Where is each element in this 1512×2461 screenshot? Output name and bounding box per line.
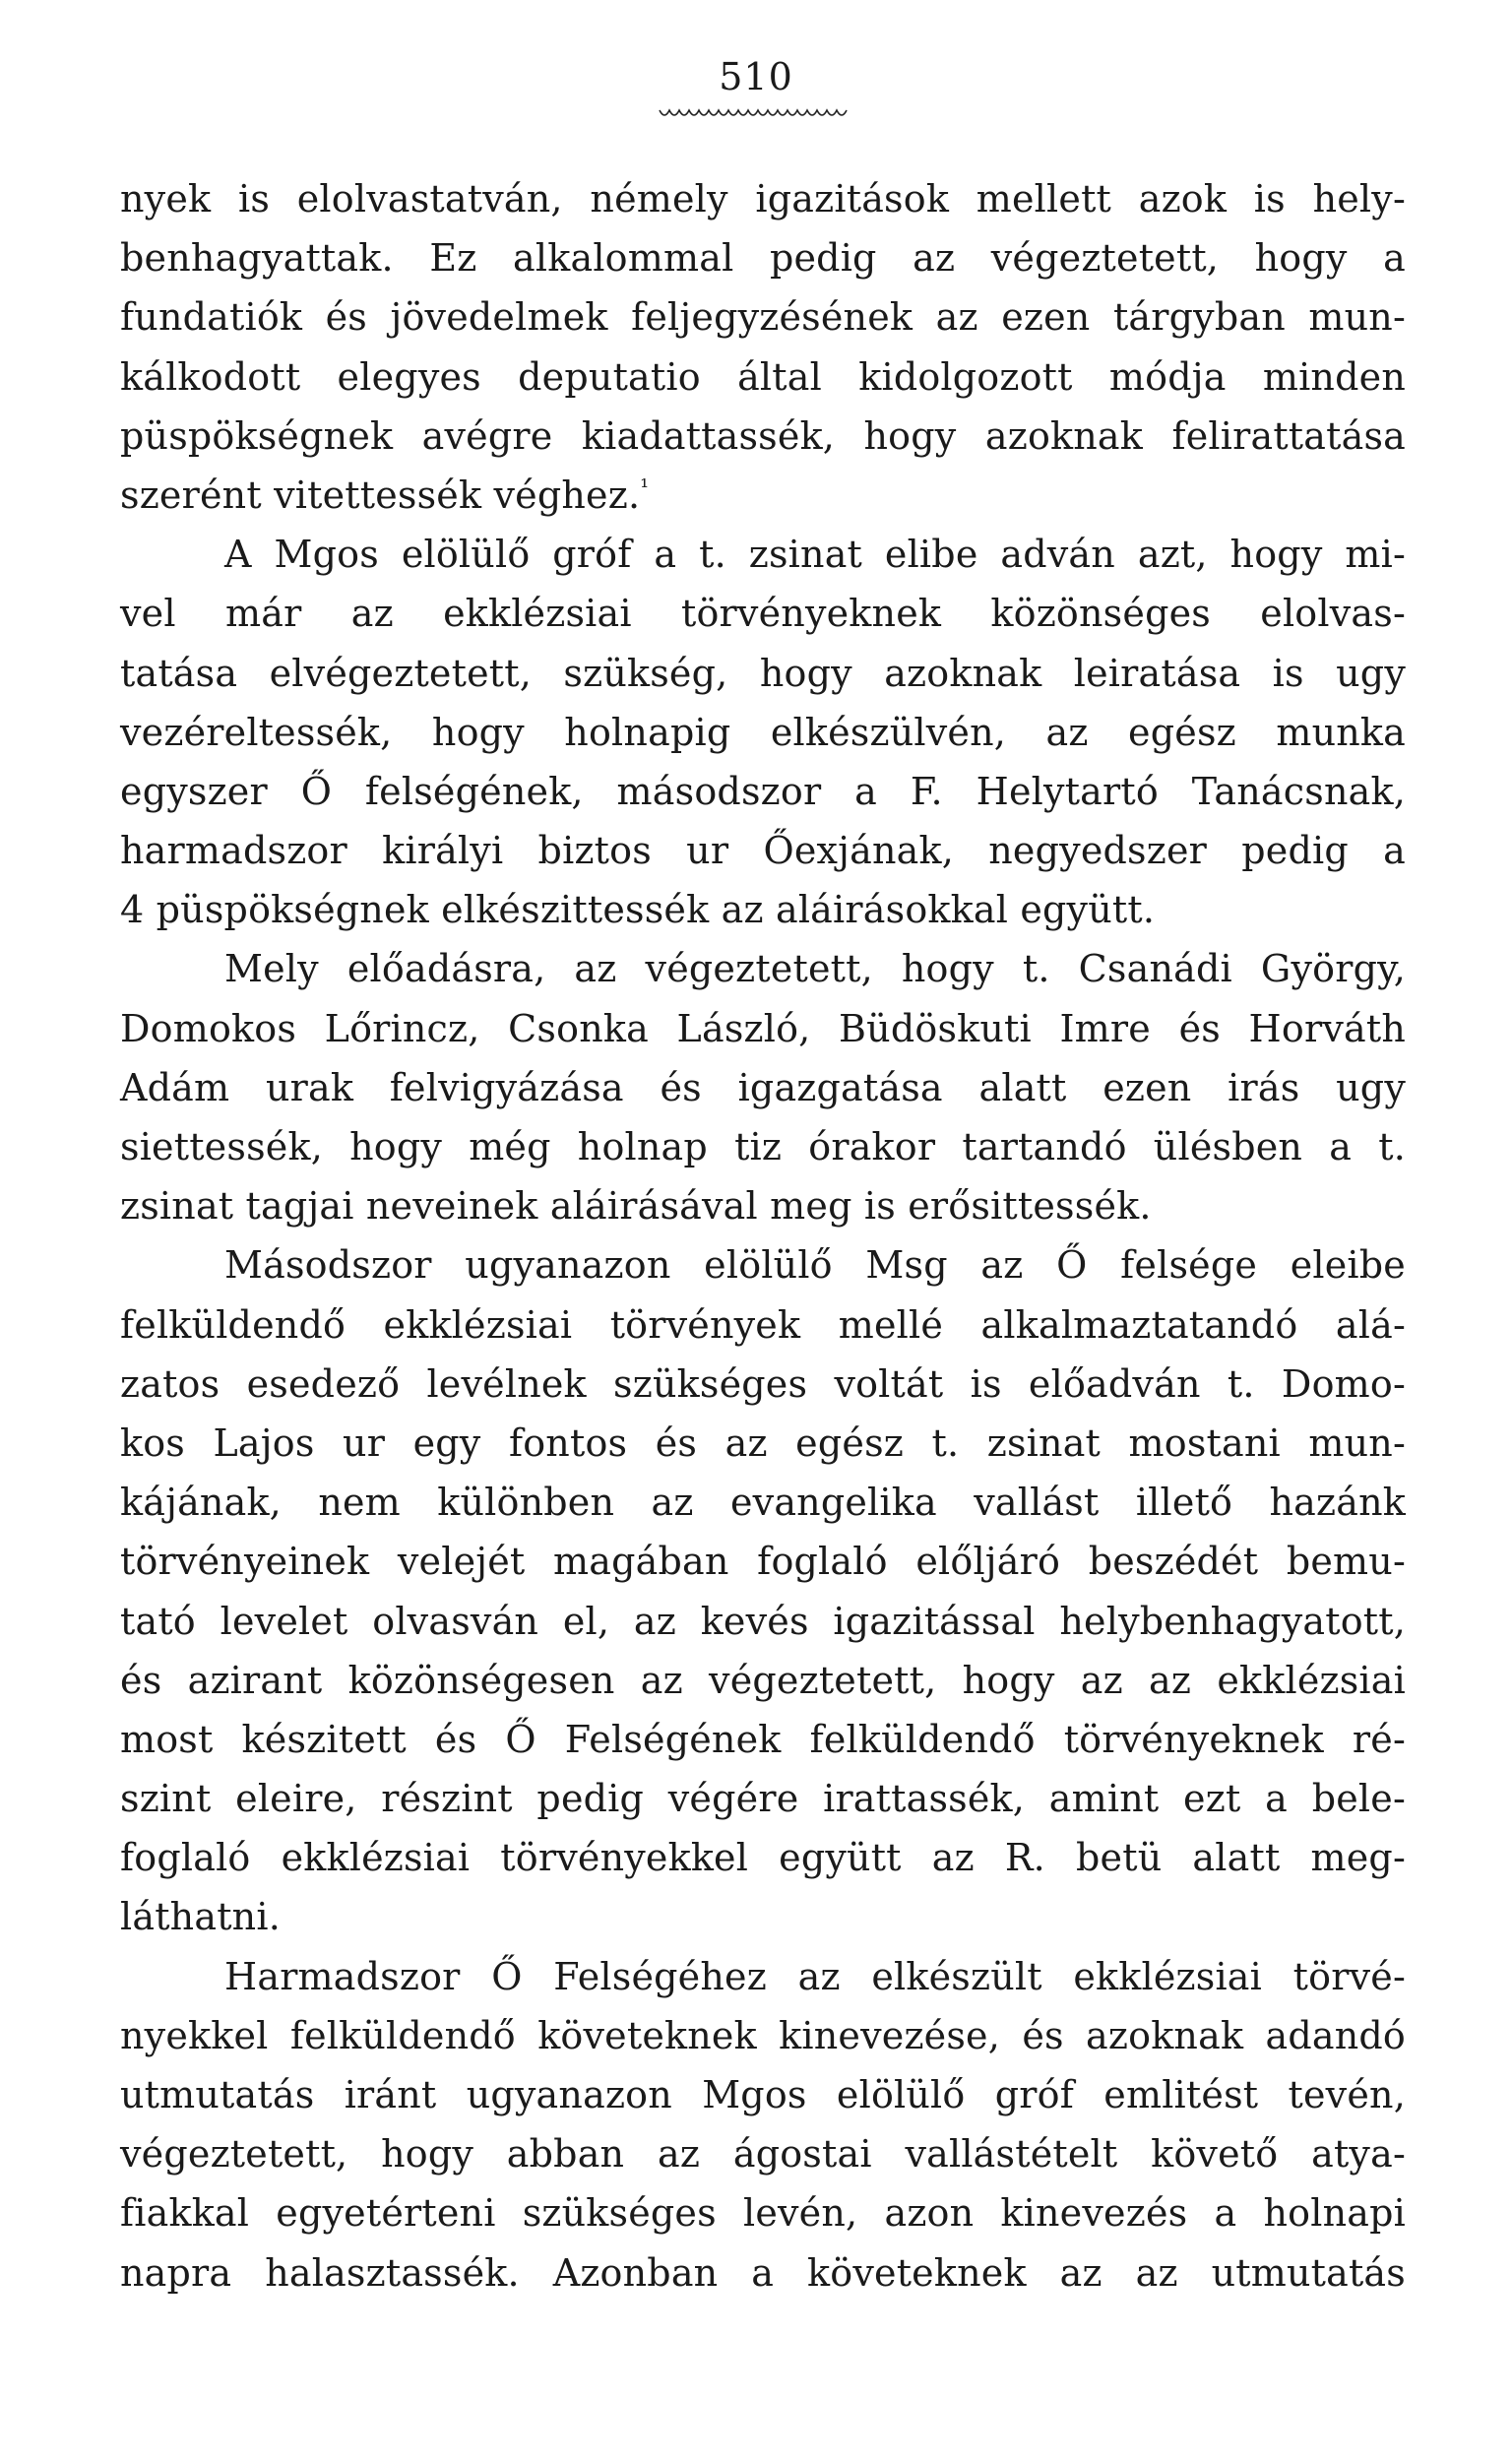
text-line xyxy=(120,2006,1406,2065)
text-line-content: tatása elvégeztetett, szükség, hogy azoknak leiratása is ugy xyxy=(120,651,1406,695)
text-line xyxy=(120,287,1406,347)
text-line xyxy=(120,821,1406,880)
text-line xyxy=(120,1473,1406,1532)
text-line xyxy=(120,1176,1406,1235)
text-line xyxy=(120,466,1406,525)
text-line-content: foglaló ekklézsiai törvényekkel együtt az R. betü alatt meg- xyxy=(120,1836,1406,1880)
text-line xyxy=(120,1887,1406,1946)
text-line xyxy=(120,2065,1406,2124)
text-line xyxy=(120,762,1406,821)
text-line xyxy=(120,1235,1406,1294)
text-line-content: fundatiók és jövedelmek feljegyzésének az ezen tárgyban mun- xyxy=(120,295,1406,340)
text-line xyxy=(120,1947,1406,2006)
text-line xyxy=(120,525,1406,584)
text-line-content: nyekkel felküldendő követeknek kinevezése, és azoknak adandó xyxy=(120,2013,1406,2057)
text-line-content: vezéreltessék, hogy holnapig elkészülvén, az egész munka xyxy=(120,710,1406,754)
text-line xyxy=(120,999,1406,1058)
text-line-content: szint eleire, részint pedig végére irattassék, amint ezt a bele- xyxy=(120,1777,1406,1821)
text-line-content: kálkodott elegyes deputatio által kidolgozott módja minden xyxy=(120,354,1406,399)
text-line xyxy=(120,1117,1406,1176)
text-line xyxy=(120,1710,1406,1769)
text-line-content: kos Lajos ur egy fontos és az egész t. zsinat mostani mun- xyxy=(120,1420,1406,1465)
text-line xyxy=(120,584,1406,643)
text-line-content: Domokos Lőrincz, Csonka László, Büdöskuti Imre és Horváth xyxy=(120,1006,1406,1050)
text-line xyxy=(120,1295,1406,1355)
text-line-content: most készitett és Ő Felségének felküldendő törvényeknek ré- xyxy=(120,1717,1406,1761)
text-line xyxy=(120,2124,1406,2183)
text-line xyxy=(120,1828,1406,1887)
text-line-content: 4 püspökségnek elkészittessék az aláirásokkal együtt. xyxy=(120,888,1156,932)
text-line xyxy=(120,228,1406,287)
text-line xyxy=(120,939,1406,998)
text-line xyxy=(120,169,1406,228)
text-line-content: A Mgos elölülő gróf a t. zsinat elibe adván azt, hogy mi- xyxy=(224,533,1406,577)
text-line xyxy=(120,1592,1406,1651)
text-line xyxy=(120,1414,1406,1473)
text-line xyxy=(120,1355,1406,1414)
text-line-content: harmadszor királyi biztos ur Őexjának, negyedszer pedig a xyxy=(120,829,1406,873)
text-line-content: püspökségnek avégre kiadattassék, hogy azoknak felirattatása xyxy=(120,413,1406,458)
text-line-content: siettessék, hogy még holnap tiz órakor tartandó ülésben a t. xyxy=(120,1125,1406,1168)
body-text xyxy=(120,169,1406,2303)
text-line xyxy=(120,2183,1406,2242)
text-line xyxy=(120,347,1406,407)
text-line-content: fiakkal egyetérteni szükséges levén, azon kinevezés a holnapi xyxy=(120,2191,1406,2236)
text-line-content: Adám urak felvigyázása és igazgatása alatt ezen irás ugy xyxy=(120,1065,1406,1109)
text-line-content: kájának, nem különben az evangelika vallást illető hazánk xyxy=(120,1481,1406,1525)
wavy-rule-ornament xyxy=(658,106,854,122)
text-line-content: utmutatás iránt ugyanazon Mgos elölülő gróf emlitést tevén, xyxy=(120,2073,1406,2116)
text-line xyxy=(120,703,1406,762)
text-line xyxy=(120,880,1406,939)
text-line xyxy=(120,1651,1406,1710)
text-line xyxy=(120,1769,1406,1828)
text-line xyxy=(120,407,1406,466)
text-line xyxy=(120,644,1406,703)
text-line-content: és azirant közönségesen az végeztetett, hogy az az ekklézsiai xyxy=(120,1658,1406,1702)
text-line xyxy=(120,1532,1406,1591)
text-line-content: vel már az ekklézsiai törvényeknek közönséges elolvas- xyxy=(120,592,1406,636)
text-line-content: egyszer Ő felségének, másodszor a F. Helytartó Tanácsnak, xyxy=(120,769,1406,813)
text-line-content: Másodszor ugyanazon elölülő Msg az Ő felsége eleibe xyxy=(224,1243,1406,1288)
text-line-content: napra halasztassék. Azonban a követeknek az az utmutatás xyxy=(120,2250,1406,2295)
text-line-content: nyek is elolvastatván, némely igazitások mellett azok is hely- xyxy=(120,177,1406,221)
text-line-content: felküldendő ekklézsiai törvények mellé alkalmaztatandó alá- xyxy=(120,1302,1406,1347)
text-line-content: zatos esedező levélnek szükséges voltát is előadván t. Domo- xyxy=(120,1361,1406,1406)
text-line-content: láthatni. xyxy=(120,1895,281,1939)
footnote-mark: ¹ xyxy=(640,475,650,501)
text-line-content: Harmadszor Ő Felségéhez az elkészült ekklézsiai törvé- xyxy=(224,1954,1406,1998)
text-line xyxy=(120,1058,1406,1117)
text-line xyxy=(120,2243,1406,2303)
page-number: 510 xyxy=(719,55,793,98)
text-line-content: zsinat tagjai neveinek aláirásával meg is erősittessék. xyxy=(120,1184,1152,1229)
text-line-content: végeztetett, hogy abban az ágostai vallástételt követő atya- xyxy=(120,2132,1406,2177)
text-line-content: törvényeinek velejét magában foglaló előljáró beszédét bemu- xyxy=(120,1540,1406,1584)
text-line-content: tató levelet olvasván el, az kevés igazitással helybenhagyatott, xyxy=(120,1599,1406,1643)
text-line-content: Mely előadásra, az végeztetett, hogy t. Csanádi György, xyxy=(224,947,1406,991)
text-line-content: benhagyattak. Ez alkalommal pedig az végeztetett, hogy a xyxy=(120,236,1406,281)
text-line-content: szerént vitettessék véghez. xyxy=(120,473,641,517)
